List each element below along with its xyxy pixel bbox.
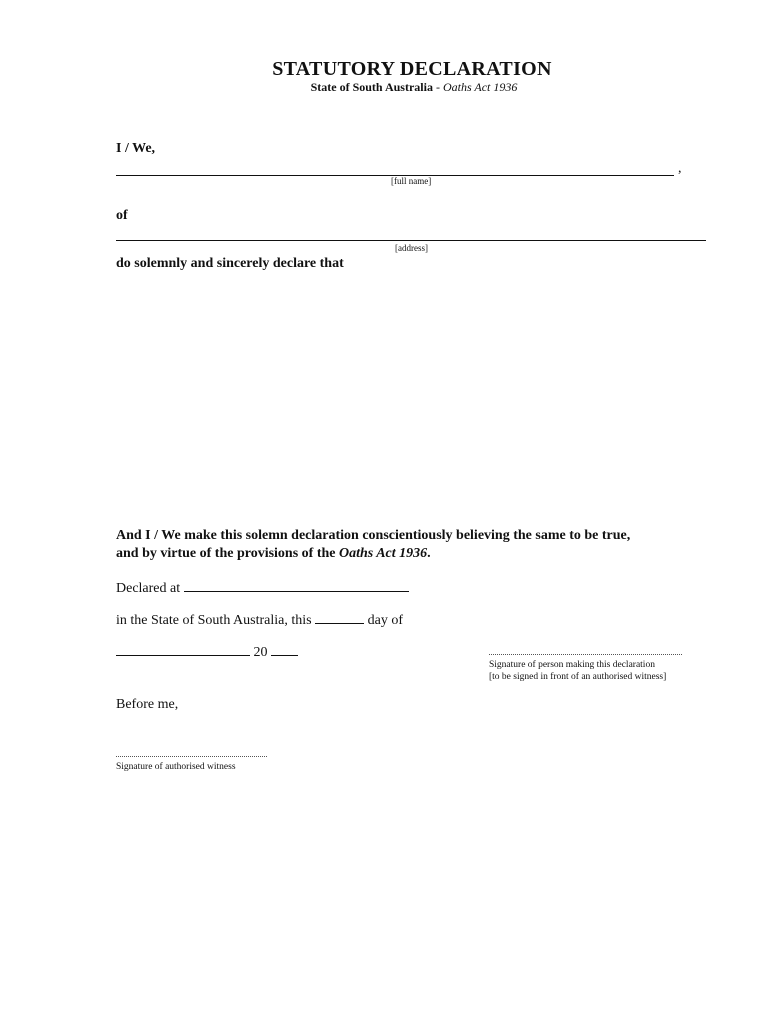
full-name-caption: [full name]	[391, 176, 432, 186]
date-row	[116, 611, 403, 629]
before-me-label: Before me,	[116, 697, 179, 712]
closing-suffix: .	[427, 546, 431, 561]
closing-line-1: And I / We make this solemn declaration conscientiously believing the same to be true,	[116, 528, 631, 543]
address-line[interactable]	[116, 240, 706, 241]
subtitle-act: Oaths Act 1936	[442, 80, 518, 94]
month-field[interactable]	[116, 643, 250, 656]
year-field[interactable]	[271, 643, 298, 656]
full-name-trailing-comma: ,	[678, 161, 682, 176]
witness-signature-caption: Signature of authorised witness	[116, 762, 236, 772]
witness-signature-line[interactable]	[116, 756, 267, 757]
subtitle-state: State of South Australia	[310, 80, 433, 94]
declare-text: do solemnly and sincerely declare that	[116, 256, 344, 271]
declarant-signature-note: [to be signed in front of an authorised witness]	[489, 672, 667, 682]
day-of-label: day of	[367, 613, 403, 628]
year-prefix: 20	[253, 645, 268, 660]
declarant-signature-caption: Signature of person making this declaration	[489, 660, 655, 670]
state-text: in the State of South Australia, this	[116, 613, 312, 628]
declarant-intro: I / We,	[116, 141, 156, 156]
declarant-signature-line[interactable]	[489, 654, 682, 655]
closing-line-2	[116, 546, 431, 562]
page-subtitle	[0, 80, 768, 95]
page-title: STATUTORY DECLARATION	[272, 58, 552, 80]
subtitle-separator: -	[432, 80, 443, 94]
declared-at-field[interactable]	[184, 579, 409, 592]
declared-at-row	[116, 579, 409, 597]
day-field[interactable]	[315, 611, 364, 624]
closing-act: Oaths Act 1936	[338, 546, 428, 561]
of-label: of	[116, 208, 128, 223]
closing-prefix: and by virtue of the provisions of the	[116, 546, 339, 561]
year-row	[116, 643, 298, 661]
declared-at-label: Declared at	[116, 581, 181, 596]
address-caption: [address]	[395, 243, 428, 253]
